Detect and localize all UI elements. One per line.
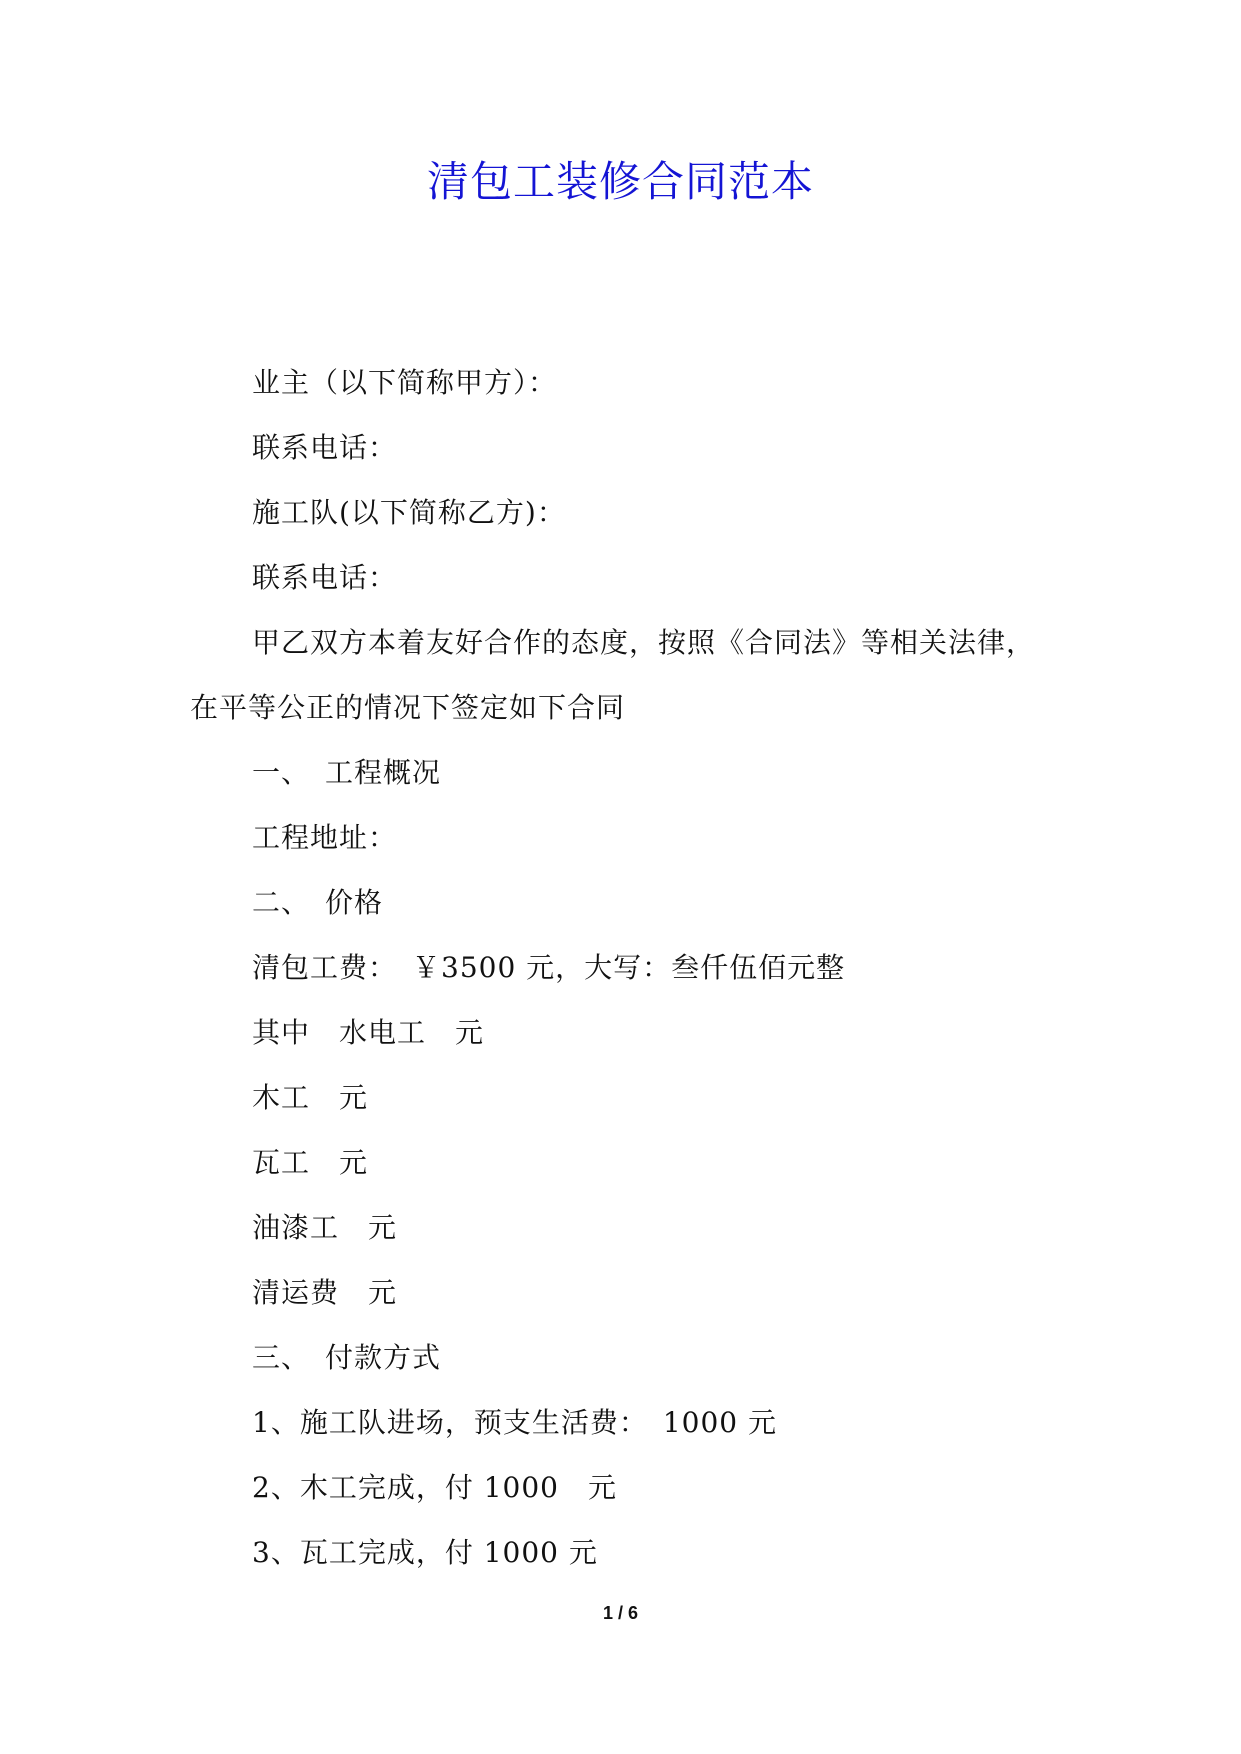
paragraph-owner: 业主（以下简称甲方）： bbox=[252, 366, 558, 399]
paragraph-electrician: 其中 水电工 元 bbox=[252, 1016, 485, 1049]
paragraph-cleanup: 清运费 元 bbox=[252, 1276, 398, 1309]
paragraph-preamble: 甲乙双方本着友好合作的态度，按照《合同法》等相关法律， bbox=[252, 626, 1036, 659]
paragraph-address: 工程地址： bbox=[252, 821, 398, 854]
document-body bbox=[190, 350, 1070, 1585]
paragraph-owner-phone: 联系电话： bbox=[252, 431, 398, 464]
paragraph-payment-2: 2、木工完成，付 1000 元 bbox=[252, 1471, 617, 1504]
paragraph-payment-3: 3、瓦工完成，付 1000 元 bbox=[252, 1536, 598, 1569]
document-title: 清包工装修合同范本 bbox=[426, 157, 814, 206]
section-heading-overview: 一、 工程概况 bbox=[252, 756, 442, 789]
paragraph-payment-1: 1、施工队进场，预支生活费： 1000 元 bbox=[252, 1406, 777, 1439]
paragraph-tiler: 瓦工 元 bbox=[252, 1146, 369, 1179]
paragraph-contractor-phone: 联系电话： bbox=[252, 561, 398, 594]
paragraph-painter: 油漆工 元 bbox=[252, 1211, 398, 1244]
section-heading-payment: 三、 付款方式 bbox=[252, 1341, 442, 1374]
paragraph-carpenter: 木工 元 bbox=[252, 1081, 369, 1114]
paragraph-preamble-cont: 在平等公正的情况下签定如下合同 bbox=[190, 691, 626, 724]
paragraph-contractor: 施工队(以下简称乙方)： bbox=[252, 496, 566, 529]
page-number: 1 / 6 bbox=[602, 1603, 639, 1623]
section-heading-price: 二、 价格 bbox=[252, 886, 384, 919]
paragraph-fee: 清包工费： ￥3500 元，大写：叁仟伍佰元整 bbox=[252, 951, 846, 984]
